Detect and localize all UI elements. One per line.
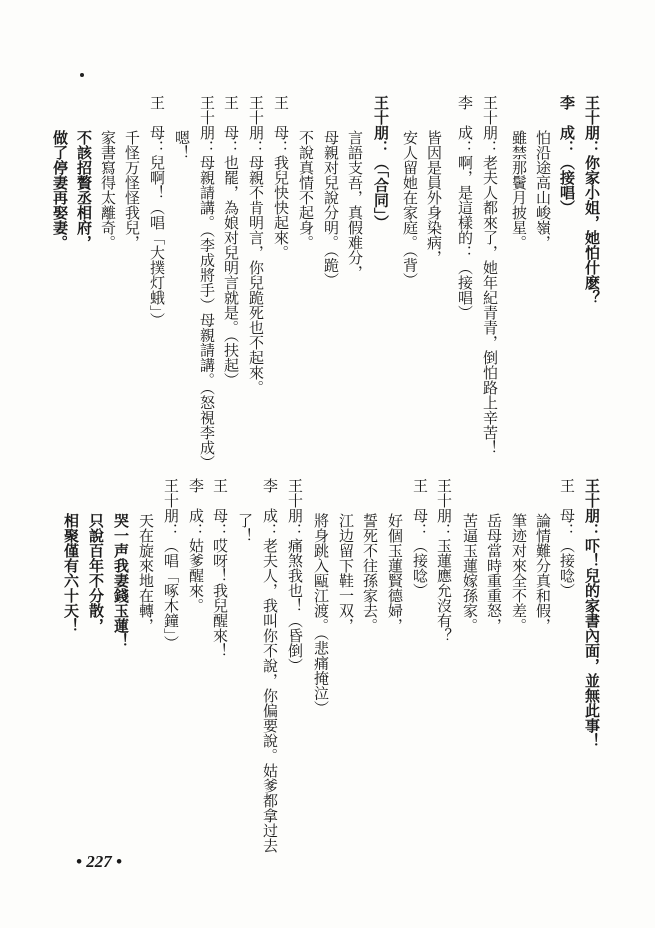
lower-text-line: 王十朋：吓！兒的家書內面，並無此事！ xyxy=(583,478,601,748)
upper-text-line: 家書寫得太離奇。 xyxy=(99,130,117,250)
upper-text-line: 千怪万怪怪我兒， xyxy=(123,130,141,250)
upper-text-line: 王 母：我兒快快起來。 xyxy=(272,95,290,260)
lower-text-line: 李 成：姑爹醒來。 xyxy=(187,478,205,613)
lower-text-line: 李 成：老夫人，我叫你不說，你偏要說。姑爹都拿过去 xyxy=(261,478,279,853)
lower-text-line: 好個玉蓮賢德婦， xyxy=(386,513,404,633)
upper-text-line: 不該招贅丞相府， xyxy=(75,130,93,250)
upper-text-line: 不說真情不起身。 xyxy=(297,130,315,250)
lower-text-line: 王十朋：（唱「啄木鐘」） xyxy=(162,478,180,651)
lower-text-line: 將身跳入甌江渡。（悲痛掩泣） xyxy=(312,513,330,716)
lower-text-line: 王十朋：玉蓮應允沒有？ xyxy=(435,478,453,643)
lower-text-line: 王 母：（接唸） xyxy=(411,478,429,598)
upper-text-line: 嗯！ xyxy=(173,130,191,160)
upper-text-line: 王十朋：母親請講。（李成將手）母親請講。（怒視李成） xyxy=(198,95,216,470)
lower-text-line: 哭一声我妻錢玉蓮！ xyxy=(112,513,130,648)
lower-text-line: 王十朋：痛煞我也！（昏倒） xyxy=(286,478,304,673)
upper-text-line: 王十朋：（「合同」） xyxy=(372,95,390,230)
lower-text-line: 了！ xyxy=(236,513,254,543)
bullet-mark xyxy=(80,73,84,77)
lower-text-line: 天在旋來地在轉， xyxy=(137,513,155,633)
upper-text-line: 言語支吾，真假难分， xyxy=(346,130,364,280)
lower-text-line: 只說百年不分散， xyxy=(87,513,105,633)
upper-text-line: 王十朋：母親不肯明言，你兒跪死也不起來。 xyxy=(247,95,265,395)
upper-text-line: 安人留她在家庭。（背） xyxy=(401,130,419,288)
upper-text-line: 母親对兒說分明。（跪） xyxy=(322,130,340,288)
upper-text-line: 王十朋：老夫人都來了，她年紀青青，倒怕路上辛苦！ xyxy=(481,95,499,455)
upper-text-line: 王 母：也罷，為娘对兒明言就是。（扶起） xyxy=(222,95,240,388)
upper-text-line: 雖禁那鬢月披星。 xyxy=(510,130,528,250)
upper-text-line: 怕沿途高山峻嶺， xyxy=(534,130,552,250)
upper-text-line: 王十朋：你家小姐，她怕什麽？ xyxy=(583,95,601,305)
lower-text-line: 王 母：（接唸） xyxy=(558,478,576,598)
lower-text-line: 江边留下鞋一双， xyxy=(337,513,355,633)
upper-text-line: 做了停妻再娶妻。 xyxy=(51,130,69,250)
upper-text-line: 李 成：啊，是這樣的：（接唱） xyxy=(456,95,474,320)
upper-text-line: 皆因是員外身染病， xyxy=(425,130,443,265)
page-number: • 227 • xyxy=(76,852,122,871)
lower-text-line: 岳母當時重重怒， xyxy=(485,513,503,633)
upper-text-line: 李 成：（接唱） xyxy=(558,95,576,215)
upper-text-line: 王 母：兒啊！（唱「大撲灯蛾」） xyxy=(148,95,166,328)
lower-text-line: 論情難分真和假， xyxy=(534,513,552,633)
lower-text-line: 相聚僅有六十天！ xyxy=(62,513,80,633)
lower-text-line: 誓死不往孫家去。 xyxy=(361,513,379,633)
lower-text-line: 筆迹对來全不差。 xyxy=(510,513,528,633)
lower-text-line: 王 母：哎呀！我兒醒來！ xyxy=(211,478,229,658)
lower-text-line: 苦逼玉蓮嫁孫家。 xyxy=(461,513,479,633)
